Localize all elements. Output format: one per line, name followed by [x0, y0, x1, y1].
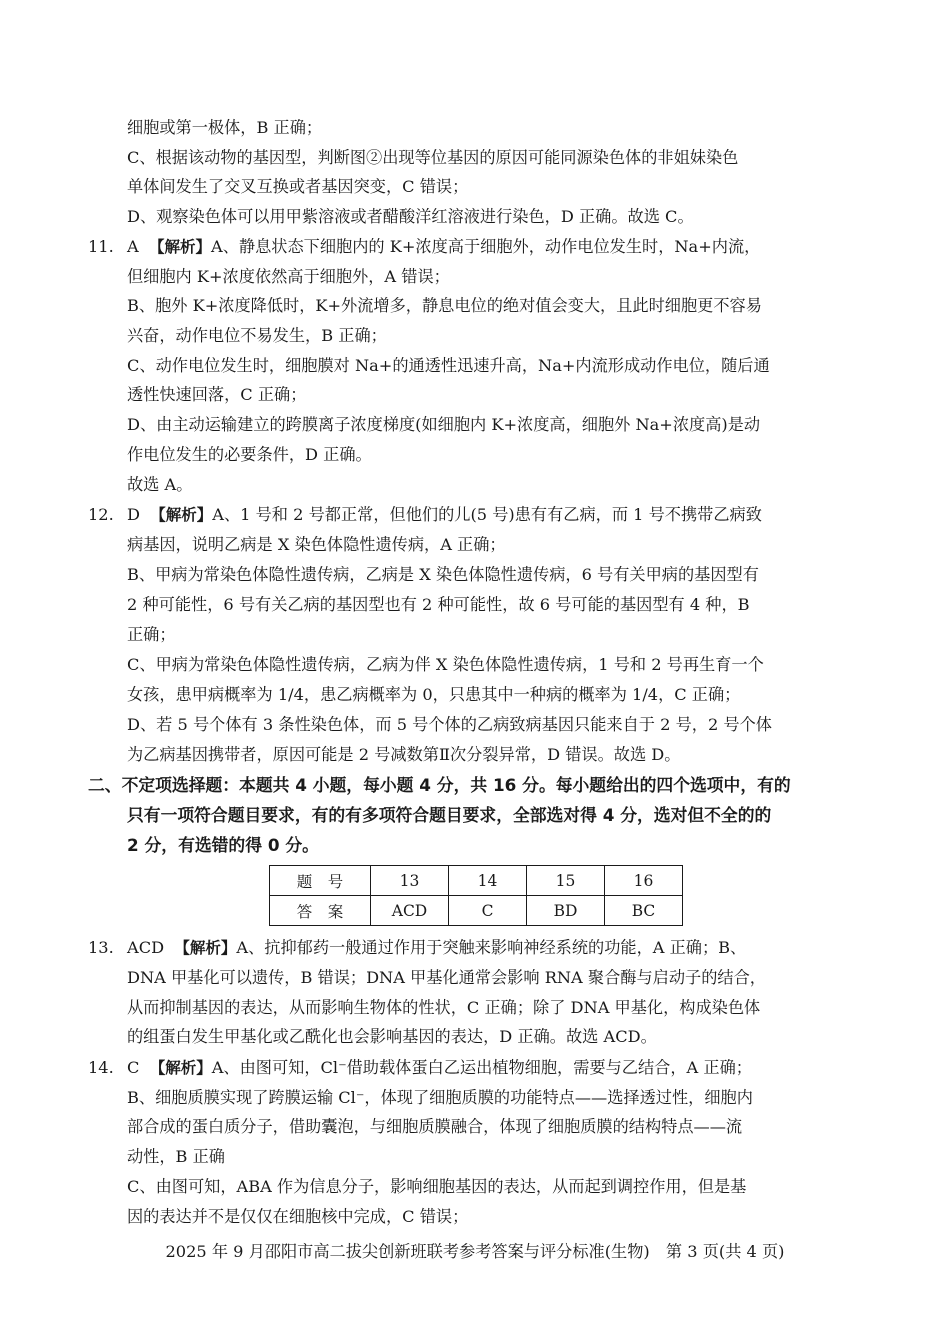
answer-table	[269, 865, 683, 926]
section-2-heading-line-2: 只有一项符合题目要求，有的有多项符合题目要求，全部选对得 4 分，选对但不全的的	[127, 805, 772, 825]
answer-table-number-row	[270, 866, 683, 896]
q10-line-2: C、根据该动物的基因型，判断图②出现等位基因的原因可能同源染色体的非姐妹染色	[127, 148, 739, 167]
answer-table-number-13: 13	[371, 866, 449, 896]
q14-text: A、由图可知，Cl⁻借助载体蛋白乙运出植物细胞，需要与乙结合，A 正确；	[211, 1058, 752, 1077]
q11-line-7: D、由主动运输建立的跨膜离子浓度梯度(如细胞内 K+浓度高，细胞外 Na+浓度高)是动	[127, 415, 761, 434]
q14-header	[127, 1057, 752, 1079]
section-2-heading: 二、不定项选择题：本题共 4 小题，每小题 4 分，共 16 分。每小题给出的四个选项中，有的	[88, 775, 791, 795]
q12-line-5: 正确；	[127, 625, 176, 644]
q12-line-9: 为乙病基因携带者，原因可能是 2 号减数第Ⅱ次分裂异常，D 错误。故选 D。	[127, 745, 681, 764]
q11-line-5: C、动作电位发生时，细胞膜对 Na+的通透性迅速升高，Na+内流形成动作电位，随后通	[127, 356, 770, 375]
answer-table-number-16: 16	[605, 866, 683, 896]
q14-number: 14.	[88, 1058, 114, 1077]
answer-table-answer-row	[270, 896, 683, 926]
q14-analysis-tag: 【解析】	[149, 1059, 212, 1077]
q11-line-2: 但细胞内 K+浓度依然高于细胞外，A 错误；	[127, 267, 450, 286]
q12-line-3: B、甲病为常染色体隐性遗传病，乙病是 X 染色体隐性遗传病，6 号有关甲病的基因型有	[127, 565, 759, 584]
q13-line-3: 从而抑制基因的表达，从而影响生物体的性状，C 正确；除了 DNA 甲基化，构成染色体	[127, 998, 761, 1017]
q13-line-4: 的组蛋白发生甲基化或乙酰化也会影响基因的表达，D 正确。故选 ACD。	[127, 1027, 657, 1046]
q13-analysis-tag: 【解析】	[174, 939, 237, 957]
q13-number: 13.	[88, 938, 114, 957]
q14-line-5: C、由图可知，ABA 作为信息分子，影响细胞基因的表达，从而起到调控作用，但是基	[127, 1177, 747, 1196]
q13-header	[127, 937, 746, 959]
q13-answer: ACD	[127, 938, 165, 957]
q12-line-6: C、甲病为常染色体隐性遗传病，乙病为伴 X 染色体隐性遗传病，1 号和 2 号再生育一个	[127, 655, 764, 674]
page-footer: 2025 年 9 月邵阳市高二拔尖创新班联考参考答案与评分标准(生物) 第 3 页(共 4 页)	[165, 1242, 785, 1261]
answer-table-answer-15: BD	[527, 896, 605, 926]
q11-line-9: 故选 A。	[127, 475, 193, 494]
q12-header	[127, 504, 762, 526]
q10-line-3: 单体间发生了交叉互换或者基因突变，C 错误；	[127, 177, 469, 196]
q11-number: 11.	[88, 237, 114, 256]
q14-answer: C	[127, 1058, 140, 1077]
q12-line-4: 2 种可能性，6 号有关乙病的基因型也有 2 种可能性，故 6 号可能的基因型有 4 种，B	[127, 595, 750, 614]
q10-line-1: 细胞或第一极体，B 正确；	[127, 118, 323, 137]
q11-line-3: B、胞外 K+浓度降低时，K+外流增多，静息电位的绝对值会变大，且此时细胞更不容易	[127, 296, 762, 315]
q11-analysis-tag: 【解析】	[149, 238, 212, 256]
q12-line-2: 病基因，说明乙病是 X 染色体隐性遗传病，A 正确；	[127, 535, 506, 554]
answer-table-number-14: 14	[449, 866, 527, 896]
answer-table-header-label: 题 号	[270, 866, 371, 896]
q11-header	[127, 236, 760, 258]
q12-number: 12.	[88, 505, 114, 524]
answer-table-answer-14: C	[449, 896, 527, 926]
answer-table-answer-label: 答 案	[270, 896, 371, 926]
section-2-heading-line-3: 2 分，有选错的得 0 分。	[127, 835, 319, 855]
q12-line-7: 女孩，患甲病概率为 1/4，患乙病概率为 0，只患其中一种病的概率为 1/4，C 正确；	[127, 685, 741, 704]
q14-line-4: 动性，B 正确	[127, 1147, 225, 1166]
q14-line-6: 因的表达并不是仅仅在细胞核中完成，C 错误；	[127, 1207, 469, 1226]
q12-line-8: D、若 5 号个体有 3 条性染色体，而 5 号个体的乙病致病基因只能来自于 2 号，2 号个体	[127, 715, 772, 734]
q14-line-3: 部合成的蛋白质分子，借助囊泡，与细胞质膜融合，体现了细胞质膜的结构特点——流	[127, 1117, 743, 1136]
q11-text: A、静息状态下细胞内的 K+浓度高于细胞外，动作电位发生时，Na+内流，	[211, 237, 761, 256]
answer-table-answer-13: ACD	[371, 896, 449, 926]
q11-line-4: 兴奋，动作电位不易发生，B 正确；	[127, 326, 387, 345]
q13-text: A、抗抑郁药一般通过作用于突触来影响神经系统的功能，A 正确；B、	[236, 938, 747, 957]
q10-line-4: D、观察染色体可以用甲紫溶液或者醋酸洋红溶液进行染色，D 正确。故选 C。	[127, 207, 694, 226]
q12-analysis-tag: 【解析】	[150, 506, 213, 524]
q12-answer: D	[127, 505, 140, 524]
q11-line-6: 透性快速回落，C 正确；	[127, 385, 307, 404]
q12-text: A、1 号和 2 号都正常，但他们的儿(5 号)患有有乙病，而 1 号不携带乙病致	[212, 505, 762, 524]
answer-table-number-15: 15	[527, 866, 605, 896]
q11-answer: A	[127, 237, 139, 256]
q13-line-2: DNA 甲基化可以遗传，B 错误；DNA 甲基化通常会影响 RNA 聚合酶与启动子的结合，	[127, 968, 766, 987]
q14-line-2: B、细胞质膜实现了跨膜运输 Cl⁻，体现了细胞质膜的功能特点——选择透过性，细胞内	[127, 1088, 753, 1107]
q11-line-8: 作电位发生的必要条件，D 正确。	[127, 445, 372, 464]
answer-table-answer-16: BC	[605, 896, 683, 926]
